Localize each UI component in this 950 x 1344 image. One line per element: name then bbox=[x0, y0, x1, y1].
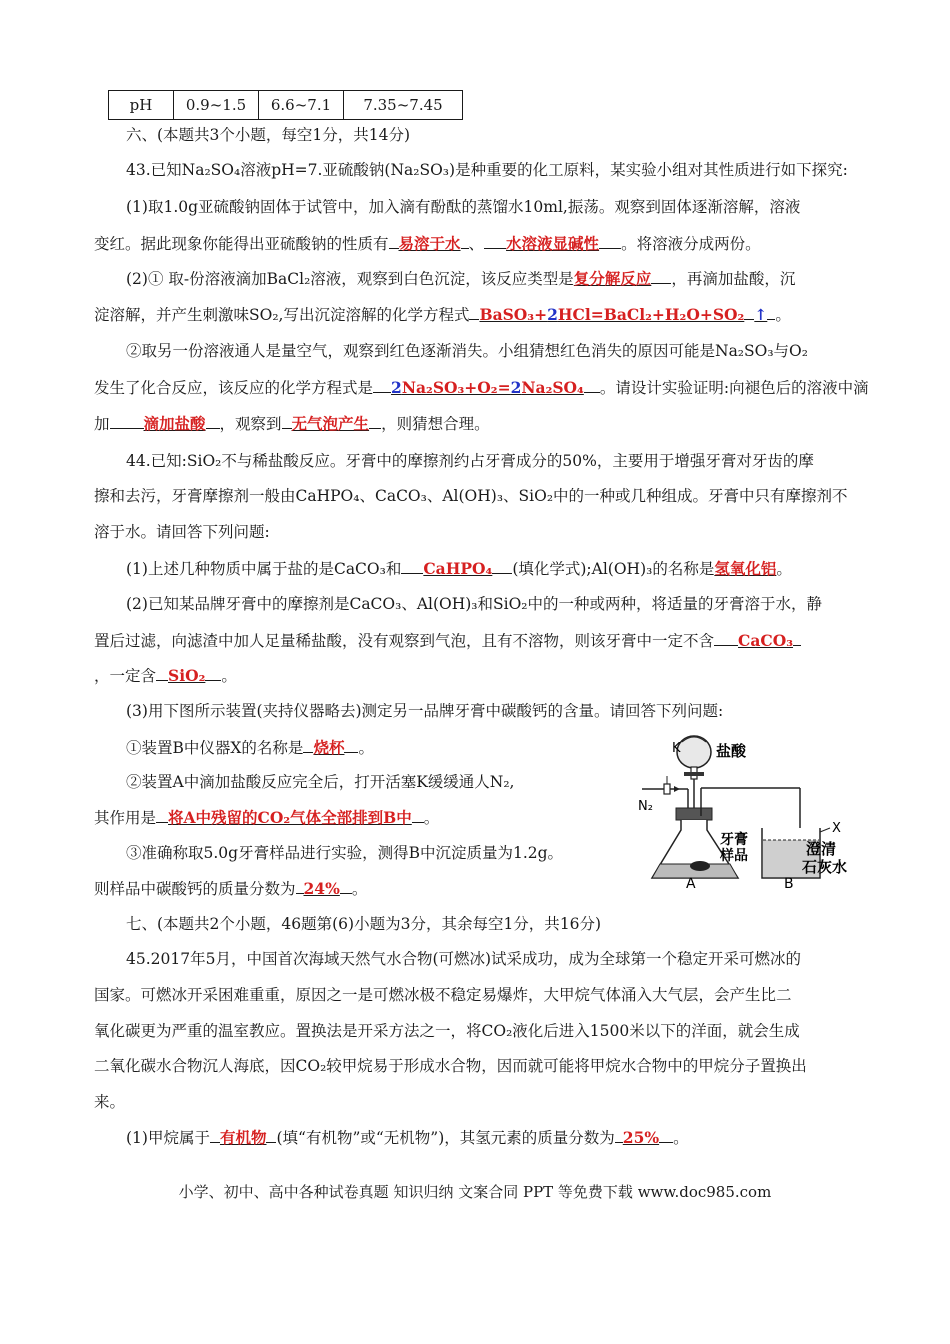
label-lime-2: 石灰水 bbox=[802, 858, 848, 876]
q44-p1-text-a: (1)上述几种物质中属于盐的是CaCO₃和 bbox=[126, 560, 402, 578]
q43-answer-4d: ↑ bbox=[754, 305, 768, 324]
apparatus-diagram bbox=[634, 732, 866, 888]
q45-p1-text-a: (1)甲烷属于 bbox=[126, 1129, 210, 1147]
q43-p1-text-a: 变红。据此现象你能得出亚硫酸钠的性质有 bbox=[94, 235, 389, 253]
q43-intro: 43.已知Na₂SO₄溶液pH=7.亚硫酸钠(Na₂SO₃)是种重要的化工原料，某实验小组对其性质进行如下探究: bbox=[126, 161, 848, 179]
ph-value-3: 7.35~7.45 bbox=[344, 91, 463, 120]
q44-intro-line1: 44.已知:SiO₂不与稀盐酸反应。牙膏中的摩擦剂约占牙膏成分的50%，主要用于增强牙膏对牙齿的摩 bbox=[126, 452, 814, 470]
page-footer: 小学、初中、高中各种试卷真题 知识归纳 文案合同 PPT 等免费下载 www.doc985.com bbox=[178, 1183, 772, 1201]
q45-p1 bbox=[126, 1126, 870, 1149]
label-x: X bbox=[832, 821, 841, 836]
q43-answer-1: 易溶于水 bbox=[398, 234, 461, 253]
q44-p2-line2 bbox=[94, 629, 870, 652]
q44-answer-6: 将A中残留的CO₂气体全部排到B中 bbox=[168, 808, 412, 827]
q43-answer-7: 无气泡产生 bbox=[291, 414, 370, 433]
ph-table bbox=[108, 90, 463, 120]
q44-answer-5: 烧杯 bbox=[313, 738, 345, 757]
q43-p2-text-a: (2)① 取-份溶液滴加BaCl₂溶液，观察到白色沉淀，该反应类型是 bbox=[126, 270, 574, 288]
q44-p1 bbox=[126, 557, 870, 580]
q44-answer-7: 24% bbox=[303, 879, 340, 898]
q45-line3: 氧化碳更为严重的温室教应。置换法是开采方法之一，将CO₂液化后进入1500米以下的洋面，就会生成 bbox=[94, 1022, 800, 1040]
q43-answer-6: 滴加盐酸 bbox=[143, 414, 206, 433]
q43-answer-3: 复分解反应 bbox=[573, 269, 652, 288]
q44-s3-text-a: 则样品中碳酸钙的质量分数为 bbox=[94, 880, 296, 898]
q44-p2-text-a: 置后过滤，向滤渣中加人足量稀盐酸，没有观察到气泡，且有不溶物，则该牙膏中一定不含 bbox=[94, 632, 715, 650]
label-k: K bbox=[672, 741, 681, 756]
q43-answer-5c: 2 bbox=[510, 378, 522, 397]
label-sample-1: 牙膏 bbox=[720, 832, 748, 848]
q44-answer-3: CaCO₃ bbox=[738, 631, 794, 650]
q44-p2-text-b: ，一定含 bbox=[94, 667, 157, 685]
q44-s1-text-a: ①装置B中仪器X的名称是 bbox=[126, 739, 304, 757]
label-lime-1: 澄清 bbox=[806, 840, 837, 858]
q44-intro-line3: 溶于水。请回答下列问题: bbox=[94, 523, 270, 541]
q44-s2-line1: ②装置A中滴加盐酸反应完全后，打开活塞K缓缓通人N₂, bbox=[126, 773, 515, 791]
q44-p2-text-c: 。 bbox=[221, 667, 237, 685]
section7-header: 七、(本题共2个小题，46题第(6)小题为3分，其余每空1分，共16分) bbox=[126, 915, 602, 933]
q43-p1-line1: (1)取1.0g亚硫酸钠固体于试管中，加入滴有酚酞的蒸馏水10ml,振荡。观察到固体逐渐溶解，溶液 bbox=[126, 198, 801, 216]
q44-p1-text-b: (填化学式);Al(OH)₃的名称是 bbox=[512, 560, 715, 578]
q43-p3-text-a: 发生了化合反应，该反应的化学方程式是 bbox=[94, 379, 374, 397]
q43-p3-text-c: 加 bbox=[94, 415, 110, 433]
q44-s2-text-a: 其作用是 bbox=[94, 809, 157, 827]
q45-answer-2: 25% bbox=[622, 1128, 660, 1147]
q43-answer-4c: HCl=BaCl₂+H₂O+SO₂ bbox=[557, 305, 745, 324]
q43-answer-4b: 2 bbox=[547, 305, 558, 324]
q44-intro-line2: 擦和去污，牙膏摩擦剂一般由CaHPO₄、CaCO₃、Al(OH)₃、SiO₂中的一种或几种组成。牙膏中只有摩擦剂不 bbox=[94, 487, 848, 505]
ph-value-2: 6.6~7.1 bbox=[259, 91, 344, 120]
q45-line4: 二氧化碳水合物沉人海底，因CO₂较甲烷易于形成水合物，因而就可能将甲烷水合物中的甲烷分子置换出 bbox=[94, 1057, 807, 1075]
label-a: A bbox=[686, 876, 696, 888]
q44-s1-text-b: 。 bbox=[358, 739, 374, 757]
label-acid: 盐酸 bbox=[716, 742, 747, 760]
q44-answer-4: SiO₂ bbox=[168, 666, 206, 685]
q43-answer-5a: 2 bbox=[391, 378, 402, 397]
q44-answer-2: 氢氧化铝 bbox=[714, 559, 777, 578]
q43-p3-text-e: ，则猜想合理。 bbox=[381, 415, 490, 433]
q43-p2-line1 bbox=[126, 267, 870, 290]
q45-line5: 来。 bbox=[94, 1093, 126, 1111]
q43-p2-text-b: ，再滴加盐酸，沉 bbox=[671, 270, 796, 288]
q43-sep: 、 bbox=[468, 235, 485, 253]
q43-p3-text-b: 。请设计实验证明:向褪色后的溶液中滴 bbox=[599, 379, 869, 397]
q44-p2-line3 bbox=[94, 664, 870, 687]
q45-line1: 45.2017年5月，中国首次海域天然气水合物(可燃冰)试采成功，成为全球第一个稳定开采可燃冰的 bbox=[126, 950, 802, 968]
q43-answer-2: 水溶液显碱性 bbox=[506, 234, 600, 253]
ph-label: pH bbox=[109, 91, 174, 120]
label-sample-2: 样品 bbox=[720, 848, 748, 864]
q43-p2-text-d: 。 bbox=[775, 306, 791, 324]
q43-answer-5b: Na₂SO₃+O₂= bbox=[401, 378, 511, 397]
q44-p1-text-c: 。 bbox=[776, 560, 792, 578]
q43-p2-line2 bbox=[94, 303, 870, 326]
q43-p3-line3 bbox=[94, 412, 870, 435]
q45-answer-1: 有机物 bbox=[219, 1128, 267, 1147]
q45-p1-text-b: (填“有机物”或“无机物”)，其氢元素的质量分数为 bbox=[276, 1129, 615, 1147]
q43-p3-line1: ②取另一份溶液通人是量空气，观察到红色逐渐消失。小组猜想红色消失的原因可能是Na₂SO₃与O₂ bbox=[126, 342, 808, 360]
ph-value-1: 0.9~1.5 bbox=[174, 91, 259, 120]
q44-s3-line1: ③准确称取5.0g牙膏样品进行实验，测得B中沉淀质量为1.2g。 bbox=[126, 844, 564, 862]
q44-p2-line1: (2)已知某品牌牙膏中的摩擦剂是CaCO₃、Al(OH)₃和SiO₂中的一种或两种，将适量的牙膏溶于水，静 bbox=[126, 595, 823, 613]
q44-answer-1: CaHPO₄ bbox=[423, 559, 493, 578]
q43-p3-line2 bbox=[94, 376, 870, 399]
q45-p1-text-c: 。 bbox=[673, 1129, 689, 1147]
q45-line2: 国家。可燃冰开采困难重重，原因之一是可燃冰极不稳定易爆炸，大甲烷气体涌入大气层，会产生比二 bbox=[94, 986, 792, 1004]
q44-s2-text-b: 。 bbox=[423, 809, 440, 827]
q43-p1-text-b: 。将溶液分成两份。 bbox=[621, 235, 761, 253]
section6-header: 六、(本题共3个小题，每空1分，共14分) bbox=[126, 126, 411, 144]
q43-p3-text-d: ，观察到 bbox=[219, 415, 282, 433]
q44-p3: (3)用下图所示装置(夹持仪器略去)测定另一品牌牙膏中碳酸钙的含量。请回答下列问题: bbox=[126, 702, 724, 720]
q43-answer-5d: Na₂SO₄ bbox=[521, 378, 584, 397]
label-b: B bbox=[784, 876, 794, 888]
q43-answer-4a: BaSO₃+ bbox=[479, 305, 548, 324]
q43-p2-text-c: 淀溶解，并产生刺激味SO₂,写出沉淀溶解的化学方程式 bbox=[94, 306, 470, 324]
q43-p1-line2 bbox=[94, 232, 870, 255]
label-n2: N₂ bbox=[638, 799, 653, 814]
q44-s3-text-b: 。 bbox=[351, 880, 368, 898]
